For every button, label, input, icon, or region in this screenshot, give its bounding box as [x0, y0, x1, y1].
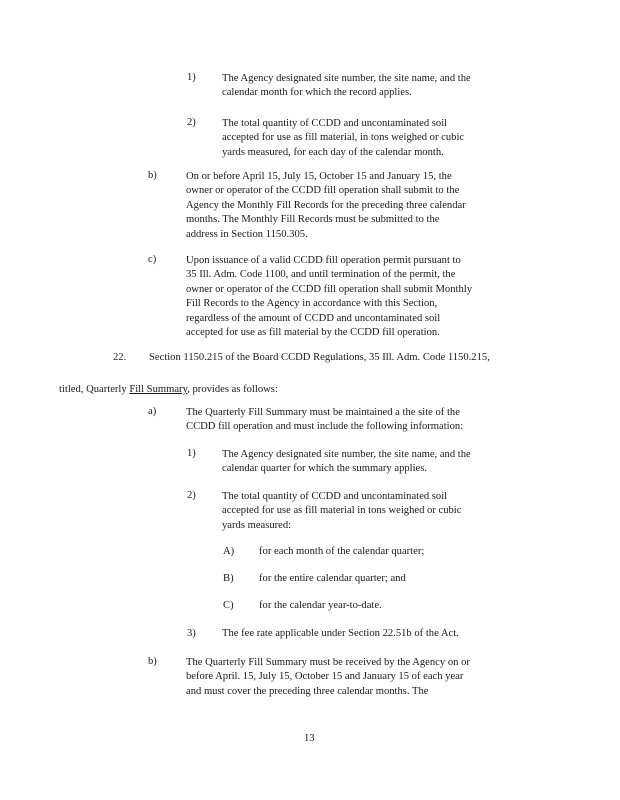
- sub-list-label: A): [223, 546, 235, 557]
- paragraph-label: a): [148, 406, 157, 417]
- paragraph-text: The Quarterly Fill Summary must be maintained a the site of the CCDD fill operation and must include the following information:: [186, 407, 464, 433]
- section-text-line: titled, Quarterly Fill Summary, provides as follows:: [59, 384, 278, 395]
- paragraph-text: On or before April 15, July 15, October 15 and January 15, the owner or operator of the CCDD fill operation shall submit to the Agency the Monthly Fill Records for the preceding three calendar months. The Monthly Fill Records must be submitted to the address in Section 1150.305.: [186, 171, 466, 240]
- sub-list-text: for the entire calendar quarter; and: [259, 573, 406, 584]
- list-item-label: 2): [187, 117, 196, 128]
- list-item-text: The Agency designated site number, the site name, and the calendar quarter for which the summary applies.: [222, 449, 471, 475]
- paragraph-label: c): [148, 254, 157, 265]
- paragraph-text: Upon issuance of a valid CCDD fill operation permit pursuant to 35 Ill. Adm. Code 1100, and until termination of the permit, the owner or operator of the CCDD fill operation shall submit Monthly Fill Records to the Agency in accordance with this Section, regardless of the amount of CCDD and uncontaminated soil accepted for use as fill material by the CCDD fill operation.: [186, 255, 472, 339]
- page-number: 13: [304, 733, 315, 744]
- list-item-text: The fee rate applicable under Section 22.51b of the Act.: [222, 628, 459, 639]
- sub-list-text: for the calendar year-to-date.: [259, 600, 382, 611]
- list-item-text: The total quantity of CCDD and uncontaminated soil accepted for use as fill material, in tons weighed or cubic yards measured, for each day of the calendar month.: [222, 118, 465, 158]
- list-item-label: 1): [187, 448, 196, 459]
- list-item-text: The total quantity of CCDD and uncontaminated soil accepted for use as fill material in tons weighed or cubic yards measured:: [222, 491, 462, 531]
- sub-list-text: for each month of the calendar quarter;: [259, 546, 425, 557]
- sub-list-label: B): [223, 573, 234, 584]
- paragraph-text: The Quarterly Fill Summary must be received by the Agency on or before April. 15, July 15, October 15 and January 15 of each year and must cover the preceding three calendar months. The: [186, 657, 470, 697]
- list-item-label: 3): [187, 628, 196, 639]
- paragraph-label: b): [148, 170, 157, 181]
- section-text-line: Section 1150.215 of the Board CCDD Regulations, 35 Ill. Adm. Code 1150.215,: [149, 352, 490, 363]
- list-item-label: 2): [187, 490, 196, 501]
- paragraph-label: b): [148, 656, 157, 667]
- section-number: 22.: [113, 352, 127, 363]
- list-item-text: The Agency designated site number, the site name, and the calendar month for which the record applies.: [222, 73, 471, 99]
- list-item-label: 1): [187, 72, 196, 83]
- underlined-title: Fill Summary: [129, 384, 188, 395]
- sub-list-label: C): [223, 600, 234, 611]
